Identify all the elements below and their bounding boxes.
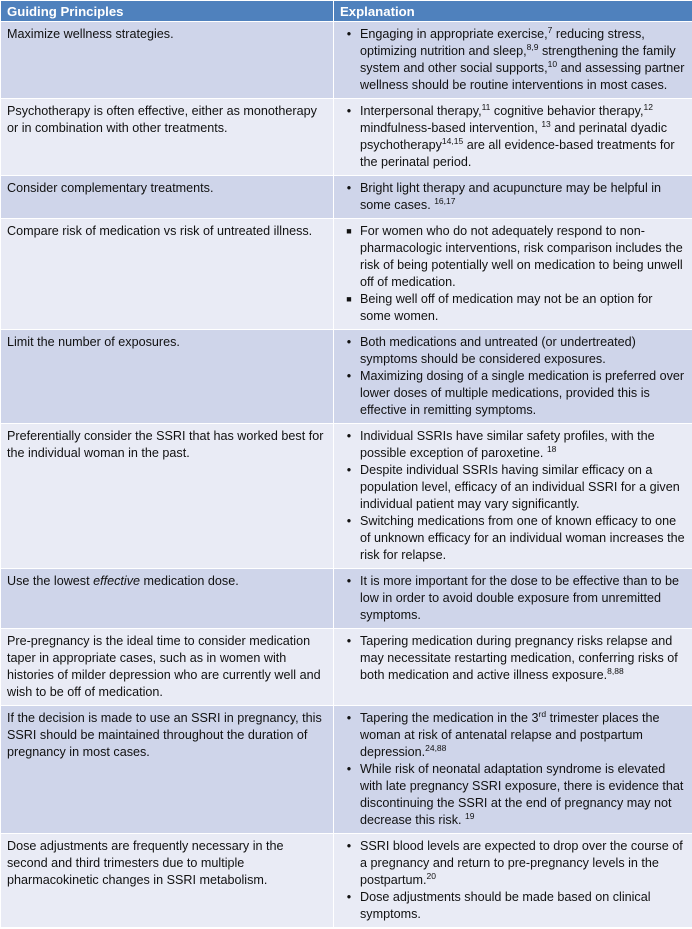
list-item bbox=[340, 573, 686, 624]
list-item-text: Interpersonal therapy,$^{11}$ cognitive behavior therapy,$^{12}$ mindfulness-based intervention, $^{13}$ and perinatal dyadic psychotherapy$^{14,15}$ are all evidence-based treatments for the perinatal period. bbox=[360, 101, 675, 169]
list-item bbox=[340, 761, 686, 829]
list-item-text: Dose adjustments should be made based on clinical symptoms. bbox=[360, 890, 651, 921]
dot-bullet-icon: • bbox=[346, 335, 352, 349]
table-row bbox=[1, 569, 692, 629]
list-item bbox=[340, 26, 686, 94]
dot-bullet-icon: • bbox=[346, 634, 352, 648]
header-guiding-principles: Guiding Principles bbox=[1, 1, 334, 22]
list-item-text: SSRI blood levels are expected to drop over the course of a pregnancy and return to pre-pregnancy levels in the postpartum.$^{20}$ bbox=[360, 839, 683, 887]
guiding-principle-cell: Pre-pregnancy is the ideal time to consider medication taper in appropriate cases, such as in women with histories of milder depression who are currently well and wish to be off of medication. bbox=[1, 629, 334, 706]
guiding-principle-cell: If the decision is made to use an SSRI in pregnancy, this SSRI should be maintained throughout the duration of pregnancy in most cases. bbox=[1, 706, 334, 834]
list-item-text: Tapering medication during pregnancy risks relapse and may necessitate restarting medication, conferring risks of both medication and active illness exposure.$^{8,88}$ bbox=[360, 634, 678, 682]
explanation-list bbox=[340, 103, 686, 171]
list-item-text: It is more important for the dose to be effective than to be low in order to avoid double exposure from unremitted symptoms. bbox=[360, 574, 679, 622]
citation-superscript: 14,15 bbox=[441, 135, 464, 146]
guiding-principle-cell: Compare risk of medication vs risk of untreated illness. bbox=[1, 219, 334, 330]
citation-superscript: 8,9 bbox=[526, 41, 539, 52]
guiding-principle-cell: Psychotherapy is often effective, either as monotherapy or in combination with other treatments. bbox=[1, 99, 334, 176]
table-row bbox=[1, 629, 692, 706]
list-item-text: Both medications and untreated (or undertreated) symptoms should be considered exposures. bbox=[360, 335, 636, 366]
list-item-text: Switching medications from one of known efficacy to one of unknown efficacy for an individual woman increases the risk for relapse. bbox=[360, 514, 685, 562]
explanation-cell bbox=[334, 569, 692, 629]
explanation-cell bbox=[334, 219, 692, 330]
list-item bbox=[340, 103, 686, 171]
dot-bullet-icon: • bbox=[346, 762, 352, 776]
list-item-text: While risk of neonatal adaptation syndrome is elevated with late pregnancy SSRI exposure, there is evidence that discontinuing the SSRI at the end of pregnancy may not decrease this risk. $^{19}$ bbox=[360, 762, 684, 827]
table-row bbox=[1, 22, 692, 99]
explanation-cell bbox=[334, 629, 692, 706]
list-item-text: Bright light therapy and acupuncture may be helpful in some cases. $^{16,17}$ bbox=[360, 181, 662, 212]
list-item bbox=[340, 889, 686, 923]
guiding-principle-cell: Limit the number of exposures. bbox=[1, 330, 334, 424]
citation-superscript: 12 bbox=[643, 101, 653, 112]
explanation-cell bbox=[334, 22, 692, 99]
explanation-list bbox=[340, 180, 686, 214]
citation-superscript: 11 bbox=[481, 101, 491, 112]
citation-superscript: 24,88 bbox=[425, 742, 447, 753]
table-row bbox=[1, 834, 692, 928]
citation-superscript: 16,17 bbox=[434, 195, 456, 206]
list-item-text: Maximizing dosing of a single medication is preferred over lower doses of multiple medications, provided this is effective in remitting symptoms. bbox=[360, 369, 685, 417]
dot-bullet-icon: • bbox=[346, 574, 352, 588]
citation-superscript: 13 bbox=[541, 118, 551, 129]
dot-bullet-icon: • bbox=[346, 181, 352, 195]
list-item-text: For women who do not adequately respond to non-pharmacologic interventions, risk comparison includes the risk of being potentially well on medication to being unwell off of medication. bbox=[360, 224, 683, 289]
emphasis-text: effective bbox=[93, 574, 141, 588]
list-item bbox=[340, 462, 686, 513]
list-item bbox=[340, 838, 686, 889]
explanation-cell bbox=[334, 834, 692, 928]
explanation-list bbox=[340, 334, 686, 419]
explanation-list bbox=[340, 223, 686, 325]
explanation-cell bbox=[334, 176, 692, 219]
dot-bullet-icon: • bbox=[346, 514, 352, 528]
table-row bbox=[1, 99, 692, 176]
table-header bbox=[1, 1, 692, 22]
explanation-list bbox=[340, 26, 686, 94]
list-item bbox=[340, 633, 686, 684]
square-bullet-icon: ■ bbox=[346, 294, 352, 304]
citation-superscript: 18 bbox=[546, 443, 557, 454]
list-item bbox=[340, 513, 686, 564]
list-item-text: Engaging in appropriate exercise,$^7$ reducing stress, optimizing nutrition and sleep,$^{8,9}$ strengthening the family system and other social supports,$^{10}$ and assessing partner wellness should be routine interventions in most cases. bbox=[360, 24, 685, 92]
list-item bbox=[340, 710, 686, 761]
dot-bullet-icon: • bbox=[346, 27, 352, 41]
explanation-cell bbox=[334, 424, 692, 569]
guiding-principle-cell: Maximize wellness strategies. bbox=[1, 22, 334, 99]
dot-bullet-icon: • bbox=[346, 369, 352, 383]
dot-bullet-icon: • bbox=[346, 890, 352, 904]
explanation-cell bbox=[334, 706, 692, 834]
table-body bbox=[1, 22, 692, 928]
table-row bbox=[1, 176, 692, 219]
guiding-principle-cell: Consider complementary treatments. bbox=[1, 176, 334, 219]
citation-superscript: 20 bbox=[426, 870, 436, 881]
list-item bbox=[340, 291, 686, 325]
guiding-principle-cell: Preferentially consider the SSRI that has worked best for the individual woman in the past. bbox=[1, 424, 334, 569]
citation-superscript: 10 bbox=[547, 58, 558, 69]
citation-superscript: 7 bbox=[547, 24, 553, 35]
explanation-list bbox=[340, 573, 686, 624]
explanation-list bbox=[340, 633, 686, 684]
table-row bbox=[1, 706, 692, 834]
list-item-text: Despite individual SSRIs having similar efficacy on a population level, efficacy of an individual SSRI for a given individual patient may vary significantly. bbox=[360, 463, 680, 511]
explanation-cell bbox=[334, 99, 692, 176]
dot-bullet-icon: • bbox=[346, 104, 352, 118]
dot-bullet-icon: • bbox=[346, 463, 352, 477]
explanation-list bbox=[340, 710, 686, 829]
citation-superscript: 19 bbox=[465, 810, 475, 821]
square-bullet-icon: ■ bbox=[346, 226, 352, 236]
list-item-text: Individual SSRIs have similar safety profiles, with the possible exception of paroxetine. $^{18}$ bbox=[360, 429, 655, 460]
list-item-text: Being well off of medication may not be an option for some women. bbox=[360, 292, 653, 323]
explanation-cell bbox=[334, 330, 692, 424]
explanation-list bbox=[340, 838, 686, 923]
table-row bbox=[1, 219, 692, 330]
list-item bbox=[340, 223, 686, 291]
dot-bullet-icon: • bbox=[346, 711, 352, 725]
header-explanation: Explanation bbox=[334, 1, 692, 22]
guiding-principle-cell: Dose adjustments are frequently necessary in the second and third trimesters due to multiple pharmacokinetic changes in SSRI metabolism. bbox=[1, 834, 334, 928]
list-item bbox=[340, 368, 686, 419]
citation-superscript: 8,88 bbox=[607, 665, 624, 676]
list-item-text: Tapering the medication in the 3rd trimester places the woman at risk of antenatal relapse and postpartum depression.$^{24,88}$ bbox=[360, 708, 660, 759]
explanation-list bbox=[340, 428, 686, 564]
table-row bbox=[1, 424, 692, 569]
list-item bbox=[340, 428, 686, 462]
table-row bbox=[1, 330, 692, 424]
dot-bullet-icon: • bbox=[346, 429, 352, 443]
citation-superscript: rd bbox=[538, 708, 547, 719]
list-item bbox=[340, 180, 686, 214]
guiding-principle-cell: Use the lowest effective medication dose. bbox=[1, 569, 334, 629]
list-item bbox=[340, 334, 686, 368]
dot-bullet-icon: • bbox=[346, 839, 352, 853]
